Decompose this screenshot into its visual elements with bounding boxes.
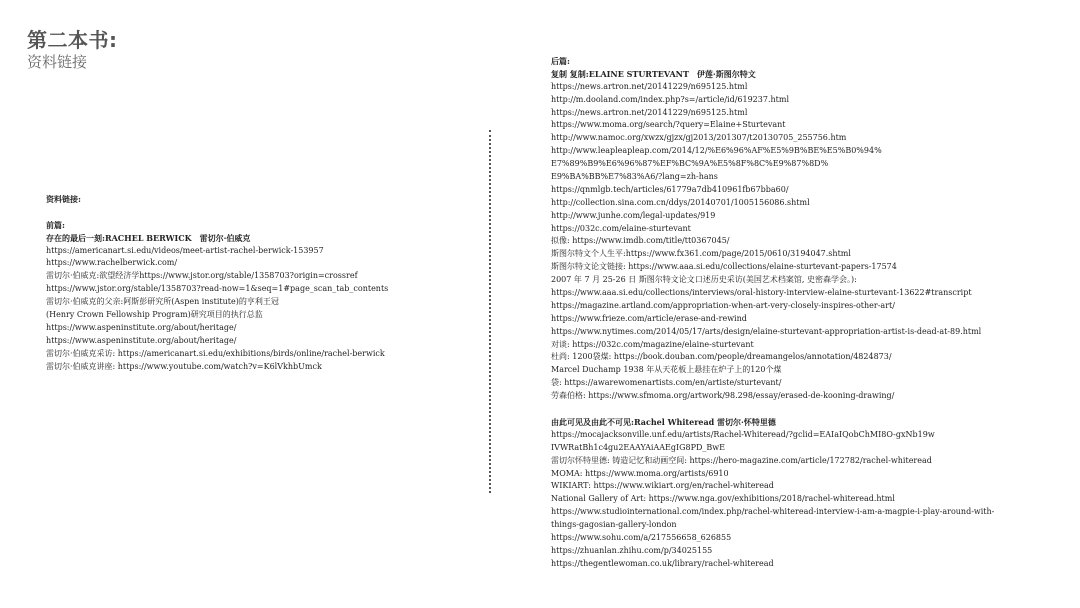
link-line[interactable]: http://www.leapleapleap.com/2014/12/%E6%96%AF%E5%9B%BE%E5%B0%94% [551, 146, 882, 156]
link-line[interactable]: 对谈: https://032c.com/magazine/elaine-sturtevant [551, 339, 754, 349]
link-line[interactable]: 杜尚: 1200袋煤: https://book.douban.com/people/dreamangelos/annotation/4824873/ [551, 352, 892, 362]
left-column [46, 193, 388, 373]
link-line[interactable]: MOMA: https://www.moma.org/artists/6910 [551, 468, 729, 478]
link-line[interactable]: http://www.junhe.com/legal-updates/919 [551, 210, 716, 220]
link-line[interactable]: https://mocajacksonville.unf.edu/artists/Rachel-Whiteread/?gclid=EAIaIQobChMI8O-gxNb19w [551, 429, 935, 439]
link-line[interactable]: E7%89%B9%E6%96%87%EF%BC%9A%E5%8F%8C%E9%87%8D% [551, 159, 829, 169]
link-line[interactable]: https://www.sohu.com/a/217556658_626855 [551, 532, 732, 542]
link-line[interactable]: https://news.artron.net/20141229/n695125.html [551, 81, 748, 91]
text-line: Marcel Duchamp 1938 年从天花板上悬挂在炉子上的120个煤 [551, 365, 782, 375]
link-line[interactable]: National Gallery of Art: https://www.nga.gov/exhibitions/2018/rachel-whiteread.html [551, 494, 895, 504]
link-line[interactable]: https://news.artron.net/20141229/n695125.html [551, 107, 748, 117]
link-line[interactable]: https://thegentlewoman.co.uk/library/rachel-whiteread [551, 558, 774, 568]
link-list [46, 245, 388, 374]
link-line[interactable]: https://www.rachelberwick.com/ [46, 258, 178, 268]
text-line: 2007 年 7 月 25-26 日 斯图尔特文论文口述历史采访(美国艺术档案馆, 史密森学会。): [551, 275, 857, 285]
link-line[interactable]: 雷切尔·伯威克讲座: https://www.youtube.com/watch?v=K6lVkhbUmck [46, 361, 322, 371]
dotted-divider [489, 130, 491, 493]
link-line[interactable]: https://www.nytimes.com/2014/05/17/arts/design/elaine-sturtevant-appropriation-artist-is-dead-at-89.html [551, 326, 982, 336]
text-line: (Henry Crown Fellowship Program)研究项目的执行总监 [46, 310, 263, 320]
page-title: 第二本书: [27, 28, 118, 52]
link-line[interactable]: https://www.aaa.si.edu/collections/interviews/oral-history-interview-elaine-sturtevant-13622#transcript [551, 288, 972, 298]
link-line[interactable]: 劳森伯格: https://www.sfmoma.org/artwork/98.298/essay/erased-de-kooning-drawing/ [551, 391, 895, 401]
link-list [551, 81, 994, 403]
link-line[interactable]: https://zhuanlan.zhihu.com/p/34025155 [551, 545, 713, 555]
link-line[interactable]: 雷切尔·伯威克:欲望经济学https://www.jstor.org/stable/1358703?origin=crossref [46, 271, 358, 281]
page-subtitle: 资料链接 [27, 53, 88, 71]
link-line[interactable]: 雷切尔怀特里德: 铸造记忆和动画空间: https://hero-magazine.com/article/172782/rachel-whiteread [551, 455, 932, 465]
link-line[interactable]: 袋: https://awarewomenartists.com/en/artiste/sturtevant/ [551, 378, 782, 388]
link-line[interactable]: 斯图尔特文个人生平:https://www.fx361.com/page/2015/0610/3194047.shtml [551, 249, 851, 259]
text-line: 雷切尔·伯威克的父亲:阿斯彭研究所(Aspen institute)的亨利王冠 [46, 297, 279, 307]
link-line[interactable]: 雷切尔·伯威克采访: https://americanart.si.edu/exhibitions/birds/online/rachel-berwick [46, 348, 385, 358]
section-label: 前篇: [46, 219, 65, 230]
link-line[interactable]: https://www.jstor.org/stable/1358703?read-now=1&seq=1#page_scan_tab_contents [46, 284, 389, 294]
link-line[interactable]: 拟像: https://www.imdb.com/title/tt0367045/ [551, 236, 730, 246]
link-line[interactable]: https://www.studiointernational.com/index.php/rachel-whiteread-interview-i-am-a-magpie-i-play-around-with- [551, 507, 995, 517]
link-line[interactable]: https://americanart.si.edu/videos/meet-artist-rachel-berwick-153957 [46, 245, 324, 255]
link-line[interactable]: https://www.frieze.com/article/erase-and-rewind [551, 313, 747, 323]
link-line[interactable]: https://www.aspeninstitute.org/about/heritage/ [46, 322, 237, 332]
link-line[interactable]: 斯图尔特文论文链接: https://www.aaa.si.edu/collections/elaine-sturtevant-papers-17574 [551, 262, 897, 272]
link-line[interactable]: http://www.namoc.org/xwzx/gjzx/gj2013/201307/t20130705_255756.htm [551, 133, 847, 143]
section-title: 存在的最后一刻:RACHEL BERWICK 雷切尔·伯威克 [46, 232, 251, 243]
link-line[interactable]: https://www.aspeninstitute.org/about/heritage/ [46, 335, 237, 345]
link-line[interactable]: E9%BA%BB%E7%83%A6/?lang=zh-hans [551, 172, 718, 182]
link-line[interactable]: https://032c.com/elaine-sturtevant [551, 223, 691, 233]
section-title: 由此可见及由此不可见:Rachel Whiteread 雷切尔·怀特里德 [551, 416, 776, 427]
link-line[interactable]: IVWRatBh1c4gu2EAAYAiAAEgIG8PD_BwE [551, 442, 725, 452]
link-line[interactable]: http://m.dooland.com/index.php?s=/article/id/619237.html [551, 94, 790, 104]
link-line[interactable]: things-gagosian-gallery-london [551, 520, 677, 530]
link-line[interactable]: WIKIART: https://www.wikiart.org/en/rachel-whiteread [551, 481, 774, 491]
link-line[interactable]: https://magazine.artland.com/appropriation-when-art-very-closely-inspires-other-art/ [551, 300, 895, 310]
links-heading: 资料链接: [46, 194, 81, 204]
link-line[interactable]: https://qnmlgb.tech/articles/61779a7db410961fb67bba60/ [551, 184, 789, 194]
link-line[interactable]: http://collection.sina.com.cn/ddys/20140701/1005156086.shtml [551, 197, 810, 207]
link-line[interactable]: https://www.moma.org/search/?query=Elaine+Sturtevant [551, 120, 786, 130]
link-list [551, 429, 994, 571]
section-title: 复制 复制:ELAINE STURTEVANT 伊莲·斯图尔特文 [551, 68, 756, 79]
right-column [551, 55, 994, 571]
section-label: 后篇: [551, 56, 570, 66]
